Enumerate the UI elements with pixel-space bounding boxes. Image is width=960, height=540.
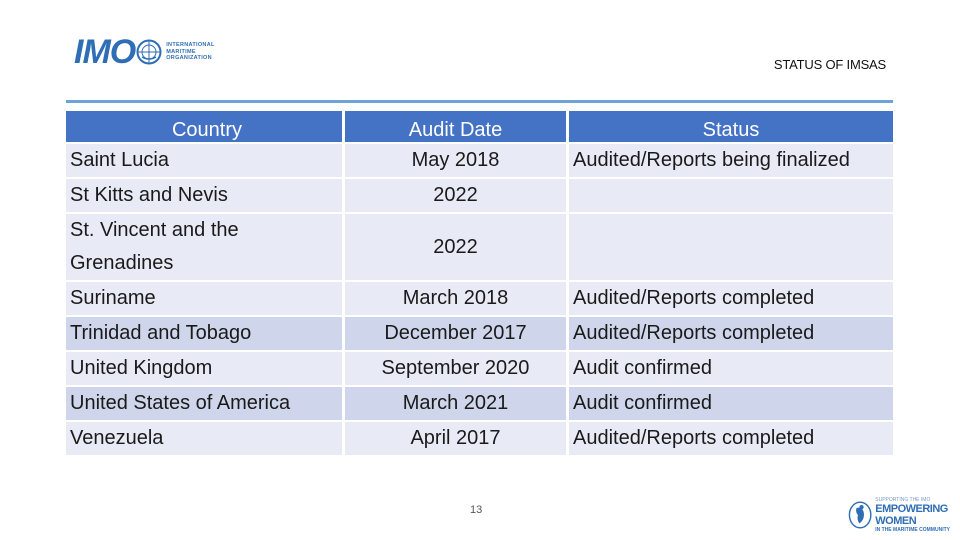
status-cell: Audited/Reports completed xyxy=(569,315,893,350)
table-header-row xyxy=(66,111,893,142)
imo-emblem-icon xyxy=(136,39,162,65)
logo-text xyxy=(166,42,214,62)
table-row xyxy=(66,212,893,280)
status-cell xyxy=(569,177,893,212)
country-cell: St. Vincent and the Grenadines xyxy=(66,212,345,280)
country-cell: United States of America xyxy=(66,385,345,420)
empowering-women-emblem-icon xyxy=(848,495,872,535)
audit-date-cell: April 2017 xyxy=(345,420,569,455)
imsas-status-table xyxy=(66,111,893,455)
country-cell: Suriname xyxy=(66,280,345,315)
badge-line-1: SUPPORTING THE IMO xyxy=(875,497,931,503)
audit-date-cell: 2022 xyxy=(345,177,569,212)
table-row xyxy=(66,350,893,385)
audit-date-cell: September 2020 xyxy=(345,350,569,385)
status-cell: Audit confirmed xyxy=(569,385,893,420)
table-row xyxy=(66,420,893,455)
table-row xyxy=(66,142,893,177)
column-header-status: Status xyxy=(569,111,893,142)
status-cell: Audited/Reports completed xyxy=(569,420,893,455)
column-header-country: Country xyxy=(66,111,345,142)
empowering-women-badge xyxy=(848,492,958,538)
table-row xyxy=(66,177,893,212)
country-cell: Trinidad and Tobago xyxy=(66,315,345,350)
logo-line: MARITIME xyxy=(166,48,196,55)
audit-date-cell: March 2018 xyxy=(345,280,569,315)
header-divider xyxy=(66,100,893,103)
logo-letters: IMO xyxy=(74,33,136,71)
audit-date-cell: March 2021 xyxy=(345,385,569,420)
badge-line-2: EMPOWERING WOMEN xyxy=(875,503,948,527)
column-header-audit-date: Audit Date xyxy=(345,111,569,142)
status-cell: Audit confirmed xyxy=(569,350,893,385)
audit-date-cell: May 2018 xyxy=(345,142,569,177)
logo-line: INTERNATIONAL xyxy=(166,42,215,49)
country-cell: St Kitts and Nevis xyxy=(66,177,345,212)
badge-line-3: IN THE MARITIME COMMUNITY xyxy=(875,527,950,533)
page-number: 13 xyxy=(470,504,483,516)
country-cell: Venezuela xyxy=(66,420,345,455)
audit-date-cell: 2022 xyxy=(345,212,569,280)
page-title: STATUS OF IMSAS xyxy=(773,57,886,72)
logo-line: ORGANIZATION xyxy=(166,55,212,62)
table-row xyxy=(66,280,893,315)
status-cell: Audited/Reports being finalized xyxy=(569,142,893,177)
table-row xyxy=(66,315,893,350)
audit-date-cell: December 2017 xyxy=(345,315,569,350)
table-row xyxy=(66,385,893,420)
imo-logo xyxy=(74,33,215,71)
country-cell: United Kingdom xyxy=(66,350,345,385)
country-cell: Saint Lucia xyxy=(66,142,345,177)
status-cell xyxy=(569,212,893,280)
status-cell: Audited/Reports completed xyxy=(569,280,893,315)
